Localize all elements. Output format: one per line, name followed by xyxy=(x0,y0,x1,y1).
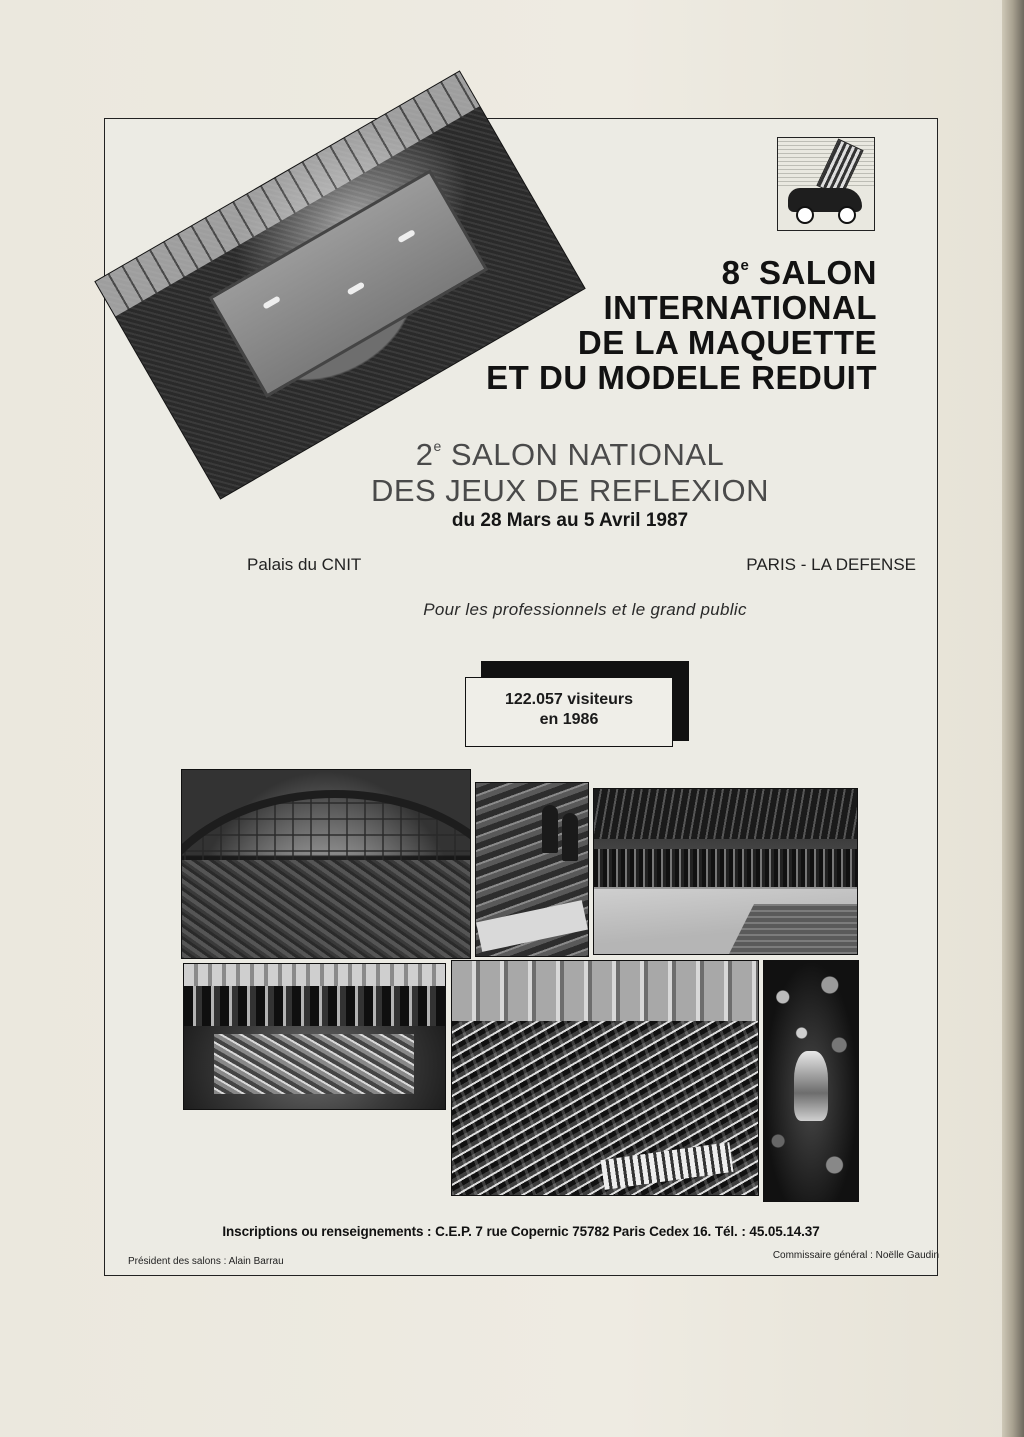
stand-banner xyxy=(184,964,445,986)
photo-hall-overview xyxy=(181,769,471,959)
main-title xyxy=(437,248,877,395)
model-boat xyxy=(397,229,416,243)
page-spine xyxy=(1002,0,1024,1437)
game-hall-tent xyxy=(452,961,758,1021)
photo-rc-car-track xyxy=(593,788,858,955)
track-crowd xyxy=(594,849,857,887)
figurine-knight xyxy=(794,1051,828,1121)
photo-game-hall xyxy=(451,960,759,1196)
commissaire-credit: Commissaire général : Noëlle Gaudin xyxy=(772,1250,939,1261)
second-title xyxy=(300,428,840,509)
second-title-edition-suffix: e xyxy=(433,438,442,454)
main-title-line3: DE LA MAQUETTE xyxy=(577,324,877,361)
photo-stand-visitors xyxy=(475,782,589,957)
main-title-edition-suffix: e xyxy=(740,257,750,274)
second-title-edition: 2 xyxy=(415,437,434,472)
venue-city: PARIS - LA DEFENSE xyxy=(746,555,916,574)
event-dates: du 28 Mars au 5 Avril 1987 xyxy=(451,510,689,531)
main-title-line1-text: SALON xyxy=(749,254,877,291)
visitor-row xyxy=(184,986,445,1026)
visitors-count: 122.057 visiteurs xyxy=(504,691,634,708)
main-title-line2: INTERNATIONAL xyxy=(603,289,877,326)
main-title-line4: ET DU MODELE REDUIT xyxy=(486,359,877,396)
wheel-icon xyxy=(838,206,856,224)
contact-info: Inscriptions ou renseignements : C.E.P. 7 rue Copernic 75782 Paris Cedex 16. Tél. : 45.05.14.37 xyxy=(222,1224,820,1239)
venue-place: Palais du CNIT xyxy=(247,555,362,574)
visitors-box xyxy=(465,677,673,747)
second-title-line1-text: SALON NATIONAL xyxy=(441,437,725,472)
track-ceiling xyxy=(594,789,857,839)
main-title-edition: 8 xyxy=(721,254,741,291)
second-title-line2: DES JEUX DE REFLEXION xyxy=(370,473,770,508)
model-boat xyxy=(347,281,366,295)
visitor-figure xyxy=(542,805,558,853)
display-table xyxy=(476,900,588,952)
audience-tagline: Pour les professionnels et le grand public xyxy=(423,600,747,619)
president-credit: Président des salons : Alain Barrau xyxy=(128,1256,284,1267)
salon-logo xyxy=(777,137,875,231)
hall-floor xyxy=(182,860,470,959)
photo-figurine xyxy=(763,960,859,1202)
photo-diorama-visitors xyxy=(183,963,446,1110)
wheel-icon xyxy=(796,206,814,224)
visitor-figure xyxy=(562,813,578,861)
diorama-display xyxy=(214,1034,414,1094)
visitors-year: en 1986 xyxy=(539,711,599,728)
second-title-line1 xyxy=(300,428,840,473)
model-boat xyxy=(262,295,281,309)
main-title-line1 xyxy=(437,248,877,290)
